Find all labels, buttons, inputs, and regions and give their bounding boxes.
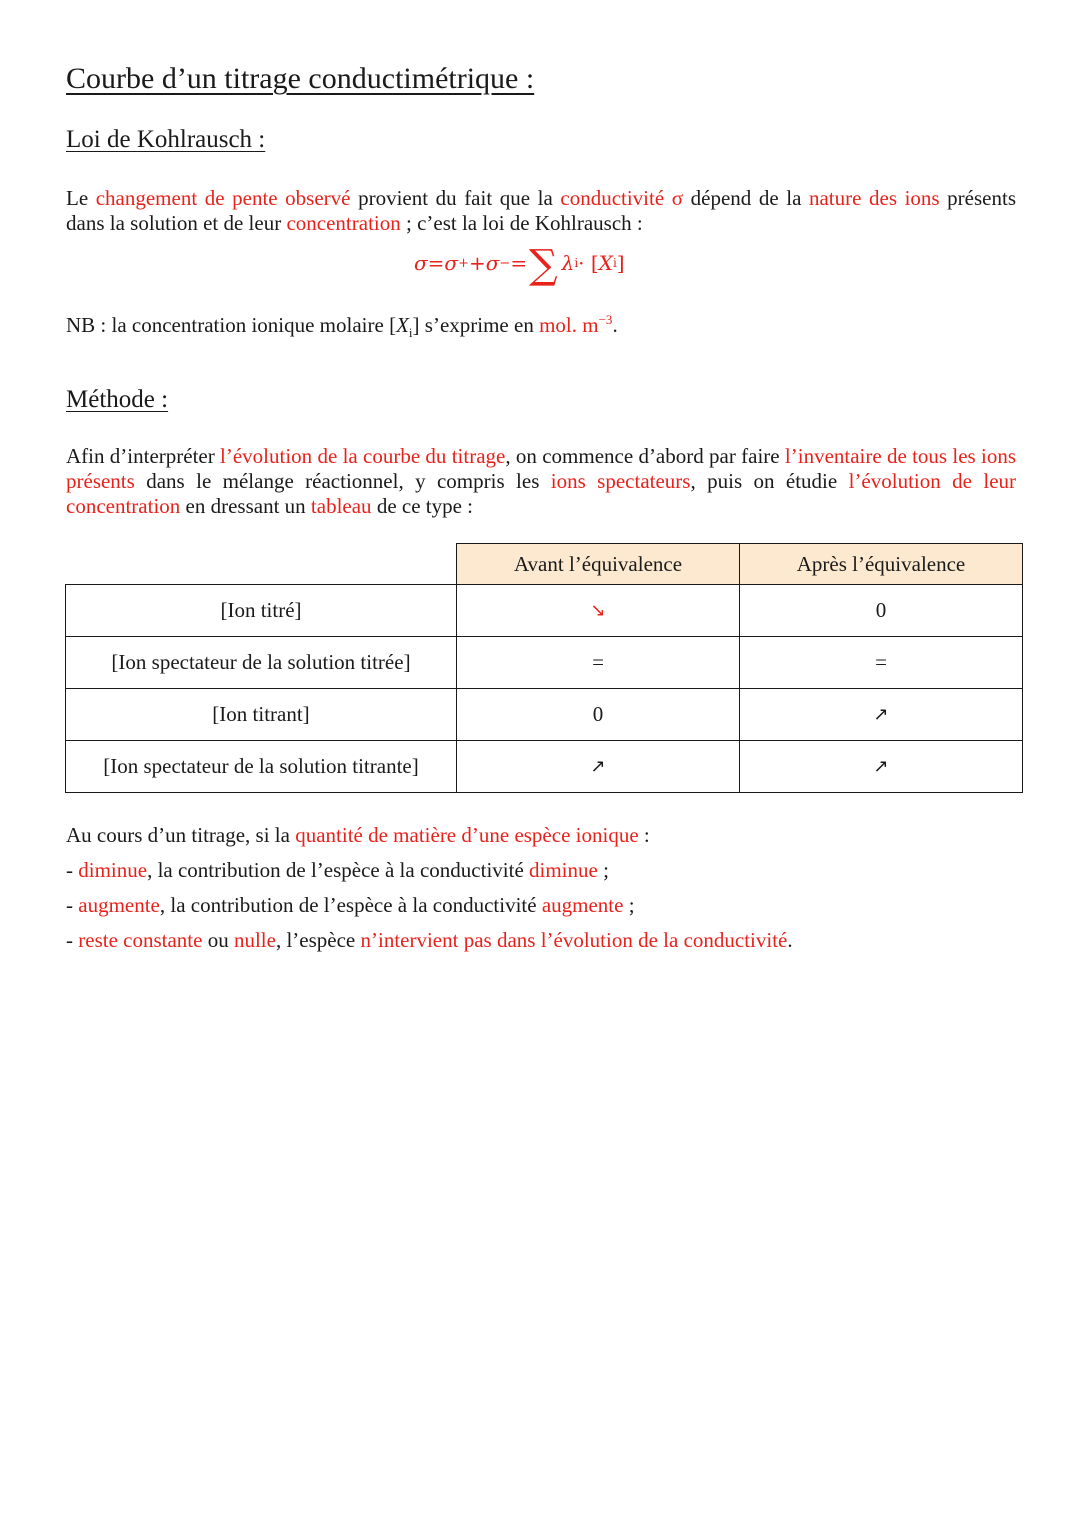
- row-label: [Ion spectateur de la solution titrée]: [66, 637, 457, 689]
- section-heading-kohlrausch: Loi de Kohlrausch :: [66, 126, 266, 153]
- arrow-up-icon: ↗: [740, 741, 1023, 793]
- row-label: [Ion titrant]: [66, 689, 457, 741]
- row-label: [Ion spectateur de la solution titrante]: [66, 741, 457, 793]
- arrow-down-icon: ↘: [457, 585, 740, 637]
- kohlrausch-formula: σ = σ + + σ − = ∑ λ i · [ X i ]: [414, 242, 625, 288]
- kohlrausch-paragraph: Le changement de pente observé provient du fait que la conductivité σ dépend de la nature des ions présents dans la solution et de leur concentration ; c’est la loi de Kohlrausch :: [66, 186, 1016, 235]
- cell-before: =: [457, 637, 740, 689]
- row-label: [Ion titré]: [66, 585, 457, 637]
- table-row: [66, 741, 1023, 793]
- arrow-up-icon: ↗: [457, 741, 740, 793]
- page-title: Courbe d’un titrage conductimétrique :: [66, 62, 535, 95]
- section-heading-methode: Méthode :: [66, 386, 169, 413]
- ion-evolution-table: [65, 543, 1023, 793]
- cell-after: =: [740, 637, 1023, 689]
- list-item: - diminue, la contribution de l’espèce à la conductivité diminue ;: [66, 858, 609, 882]
- table-header-after: Après l’équivalence: [740, 544, 1023, 585]
- table-row: [66, 637, 1023, 689]
- nb-note: NB : la concentration ionique molaire $[X_i]$ s’exprime en mol. $m^{-3}$.: [66, 312, 618, 341]
- sum-symbol: ∑: [529, 242, 558, 288]
- table-row: [66, 689, 1023, 741]
- table-corner-cell: [66, 544, 457, 585]
- arrow-up-icon: ↗: [740, 689, 1023, 741]
- list-item: - augmente, la contribution de l’espèce à la conductivité augmente ;: [66, 893, 635, 917]
- list-item: Au cours d’un titrage, si la quantité de matière d’une espèce ionique :: [66, 823, 650, 847]
- table-row: [66, 585, 1023, 637]
- conclusion-list: [66, 818, 793, 958]
- table-header-row: [66, 544, 1023, 585]
- methode-paragraph: Afin d’interpréter l’évolution de la courbe du titrage, on commence d’abord par faire l’inventaire de tous les ions présents dans le mélange réactionnel, y compris les ions spectateurs, puis on étudie l’évolution de leur concentration en dressant un tableau de ce type :: [66, 444, 1017, 518]
- cell-before: 0: [457, 689, 740, 741]
- cell-after: 0: [740, 585, 1023, 637]
- table-header-before: Avant l’équivalence: [457, 544, 740, 585]
- list-item: - reste constante ou nulle, l’espèce n’intervient pas dans l’évolution de la conductivité.: [66, 928, 793, 952]
